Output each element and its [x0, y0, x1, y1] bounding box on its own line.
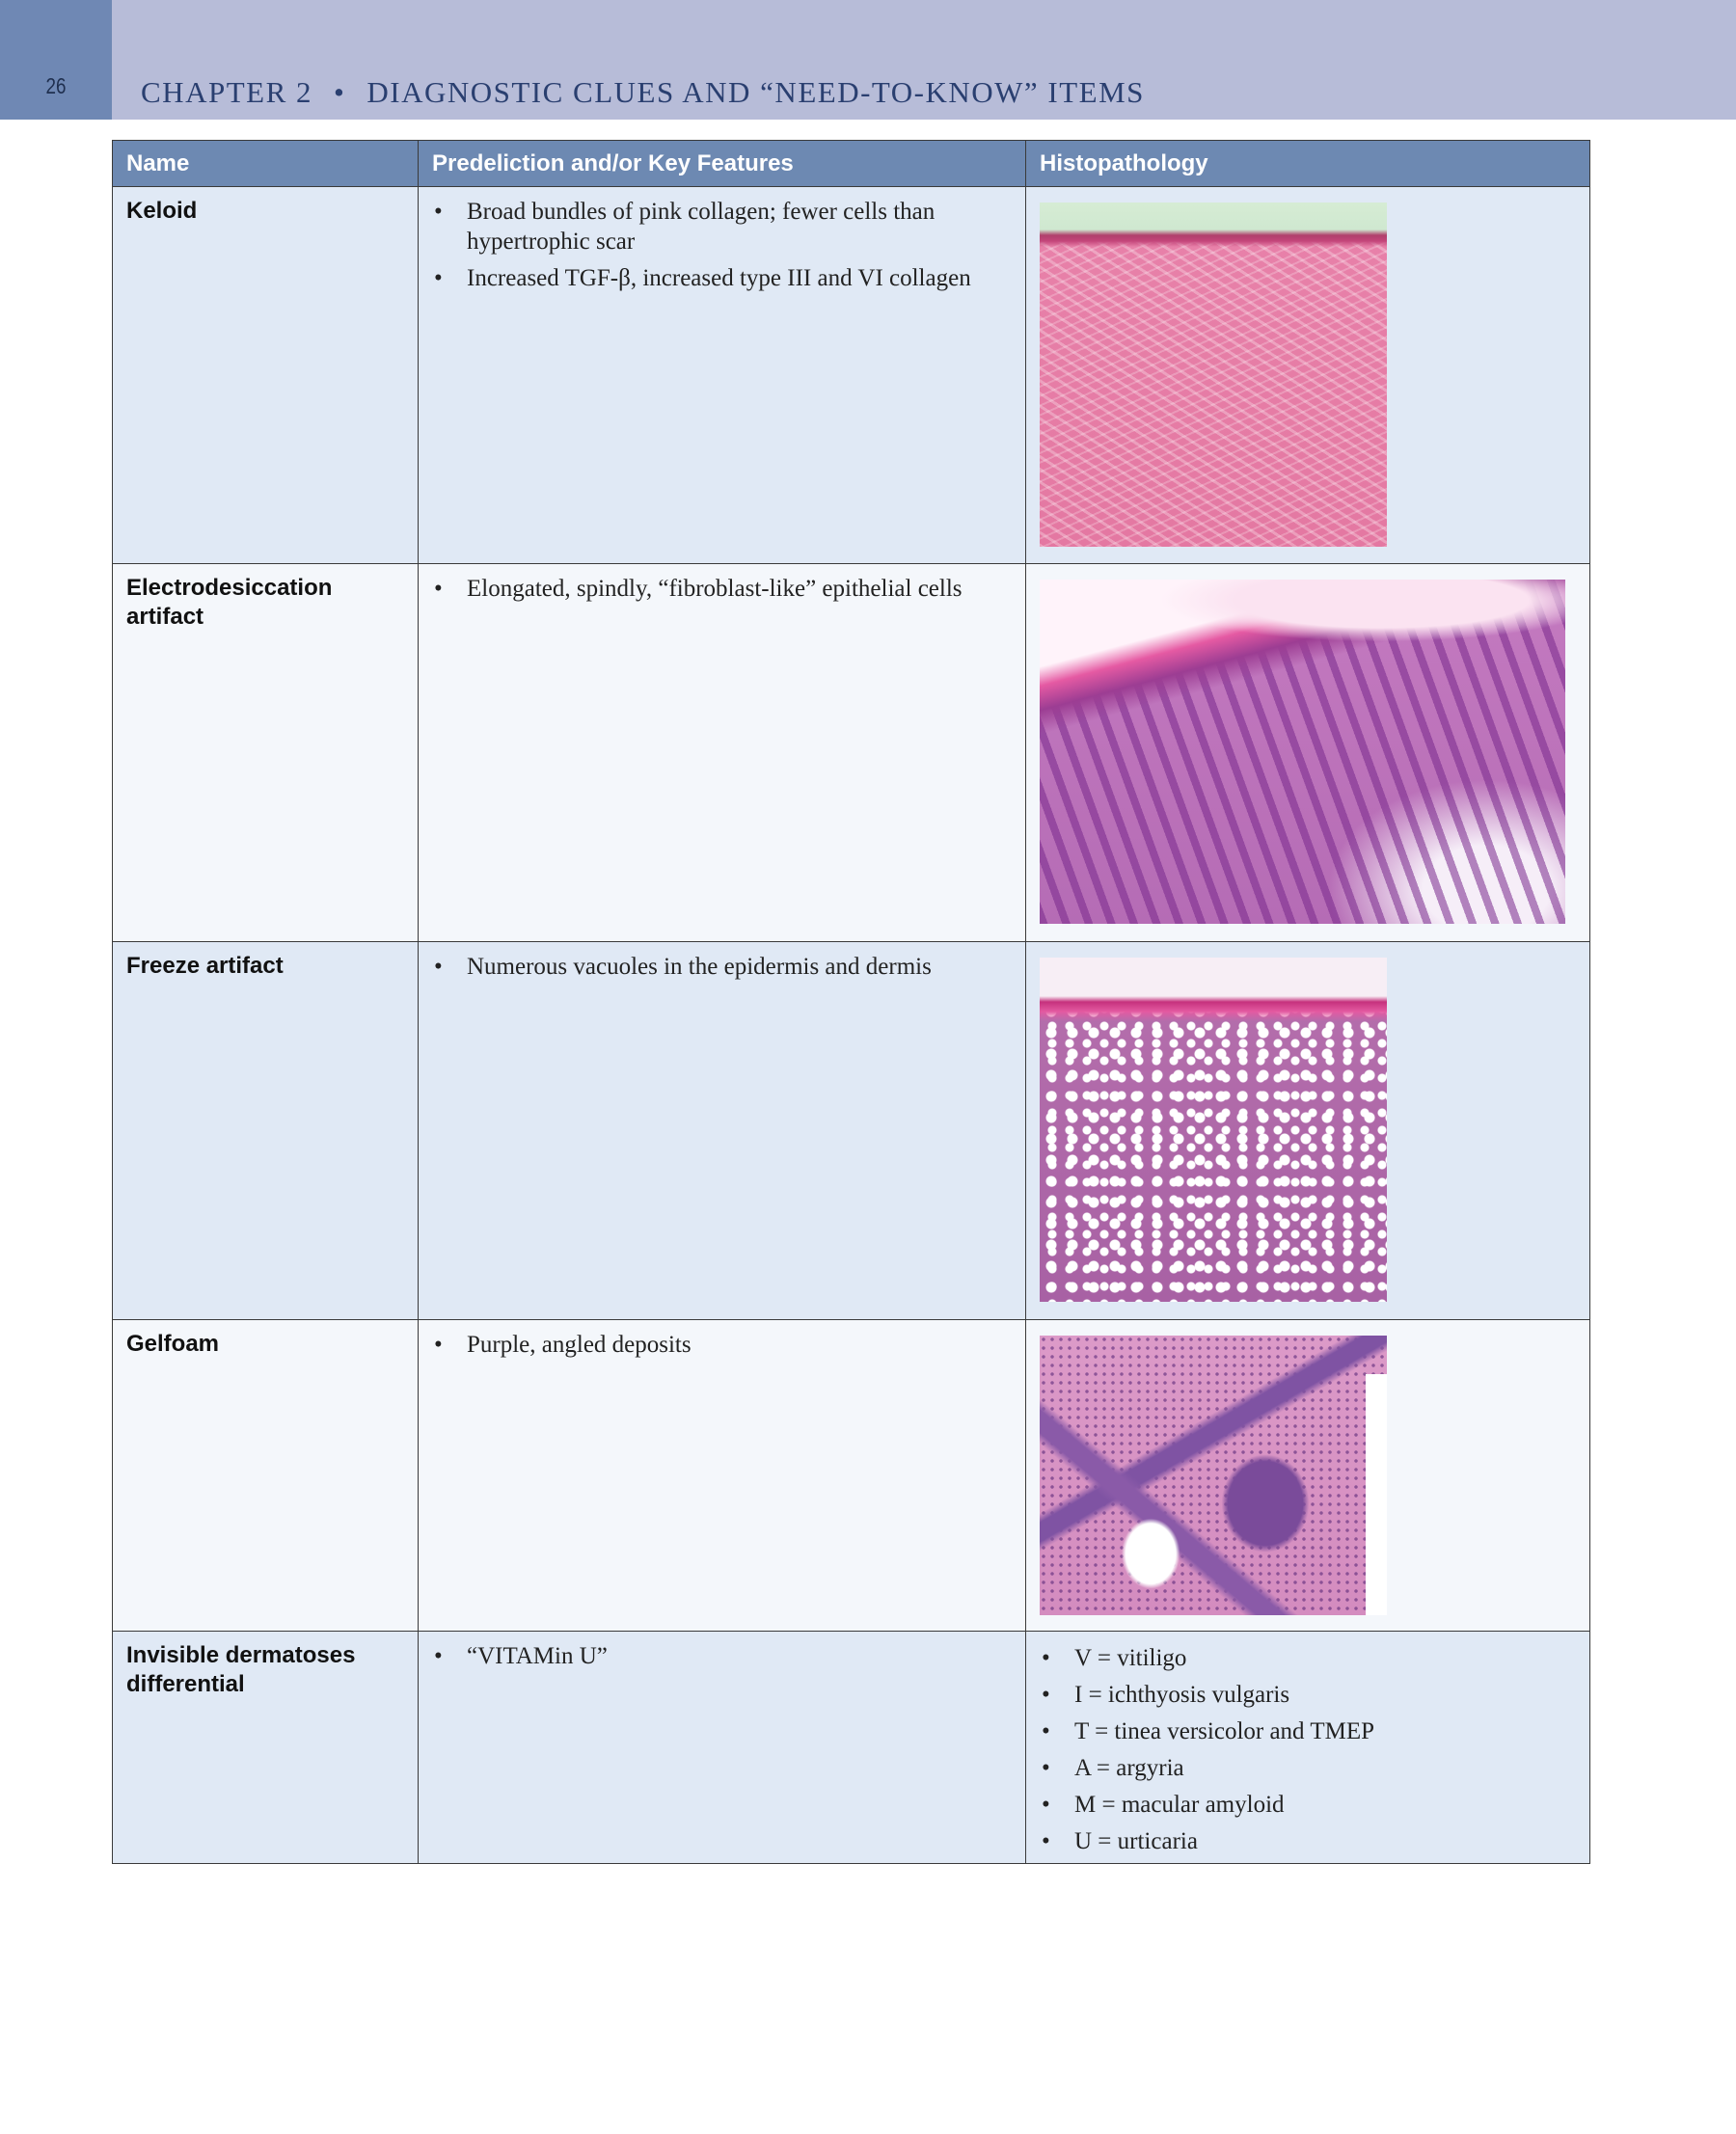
bullet: • — [434, 265, 443, 291]
feature-text: Elongated, spindly, “fibroblast-like” epithelial cells — [467, 576, 963, 602]
title-separator: • — [334, 75, 346, 109]
feature-text: Broad bundles of pink collagen; fewer cells than hypertrophic scar — [467, 199, 936, 255]
row-histopathology — [1026, 1320, 1590, 1632]
mnemonic-text: A = argyria — [1074, 1755, 1184, 1781]
column-header-features: Predeliction and/or Key Features — [419, 141, 1026, 187]
mnemonic-text: I = ichthyosis vulgaris — [1074, 1682, 1290, 1708]
electrodesiccation-micrograph — [1040, 580, 1565, 924]
mnemonic-text: V = vitiligo — [1074, 1645, 1187, 1671]
list-item — [1040, 1643, 1576, 1673]
list-item — [432, 263, 1006, 293]
row-histopathology — [1026, 1632, 1590, 1864]
gelfoam-micrograph — [1040, 1336, 1387, 1615]
list-item — [432, 574, 1006, 604]
bullet: • — [1042, 1682, 1050, 1708]
feature-text: “VITAMin U” — [467, 1643, 608, 1669]
row-features — [419, 942, 1026, 1320]
mnemonic-text: T = tinea versicolor and TMEP — [1074, 1718, 1375, 1744]
bullet: • — [1042, 1718, 1050, 1744]
list-item — [432, 1641, 1006, 1671]
row-features — [419, 1632, 1026, 1864]
table-row — [113, 1632, 1590, 1864]
chapter-label: CHAPTER 2 — [141, 75, 312, 109]
list-item — [432, 1330, 1006, 1360]
diagnostic-clues-table — [112, 140, 1590, 1864]
column-header-name: Name — [113, 141, 419, 187]
page-number-tab — [0, 0, 112, 120]
list-item — [1040, 1716, 1576, 1746]
bullet: • — [434, 576, 443, 602]
row-name: Electrodesiccation artifact — [113, 564, 419, 942]
row-name: Gelfoam — [113, 1320, 419, 1632]
chapter-title — [141, 75, 1145, 110]
list-item — [432, 952, 1006, 982]
list-item — [1040, 1790, 1576, 1820]
keloid-micrograph — [1040, 203, 1387, 547]
list-item — [1040, 1826, 1576, 1856]
list-item — [1040, 1680, 1576, 1710]
table-row — [113, 187, 1590, 564]
feature-text: Increased TGF-β, increased type III and VI collagen — [467, 265, 971, 291]
bullet: • — [434, 1643, 443, 1669]
row-features — [419, 564, 1026, 942]
freeze-artifact-micrograph — [1040, 958, 1387, 1302]
row-name: Keloid — [113, 187, 419, 564]
row-name: Invisible dermatoses differential — [113, 1632, 419, 1864]
row-name: Freeze artifact — [113, 942, 419, 1320]
list-item — [1040, 1753, 1576, 1783]
row-histopathology — [1026, 942, 1590, 1320]
page-number: 26 — [45, 73, 67, 98]
bullet: • — [1042, 1645, 1050, 1671]
table-header-row — [113, 141, 1590, 187]
bullet: • — [434, 1332, 443, 1358]
row-histopathology — [1026, 187, 1590, 564]
table-row — [113, 1320, 1590, 1632]
feature-text: Numerous vacuoles in the epidermis and dermis — [467, 954, 932, 980]
bullet: • — [434, 954, 443, 980]
row-histopathology — [1026, 564, 1590, 942]
mnemonic-text: M = macular amyloid — [1074, 1792, 1285, 1818]
row-features — [419, 1320, 1026, 1632]
bullet: • — [1042, 1792, 1050, 1818]
bullet: • — [1042, 1755, 1050, 1781]
mnemonic-text: U = urticaria — [1074, 1828, 1198, 1854]
bullet: • — [1042, 1828, 1050, 1854]
bullet: • — [434, 199, 443, 225]
table-row — [113, 564, 1590, 942]
list-item — [432, 197, 1006, 257]
feature-text: Purple, angled deposits — [467, 1332, 692, 1358]
row-features — [419, 187, 1026, 564]
chapter-heading: DIAGNOSTIC CLUES AND “NEED-TO-KNOW” ITEMS — [366, 75, 1145, 109]
column-header-histopathology: Histopathology — [1026, 141, 1590, 187]
table-row — [113, 942, 1590, 1320]
